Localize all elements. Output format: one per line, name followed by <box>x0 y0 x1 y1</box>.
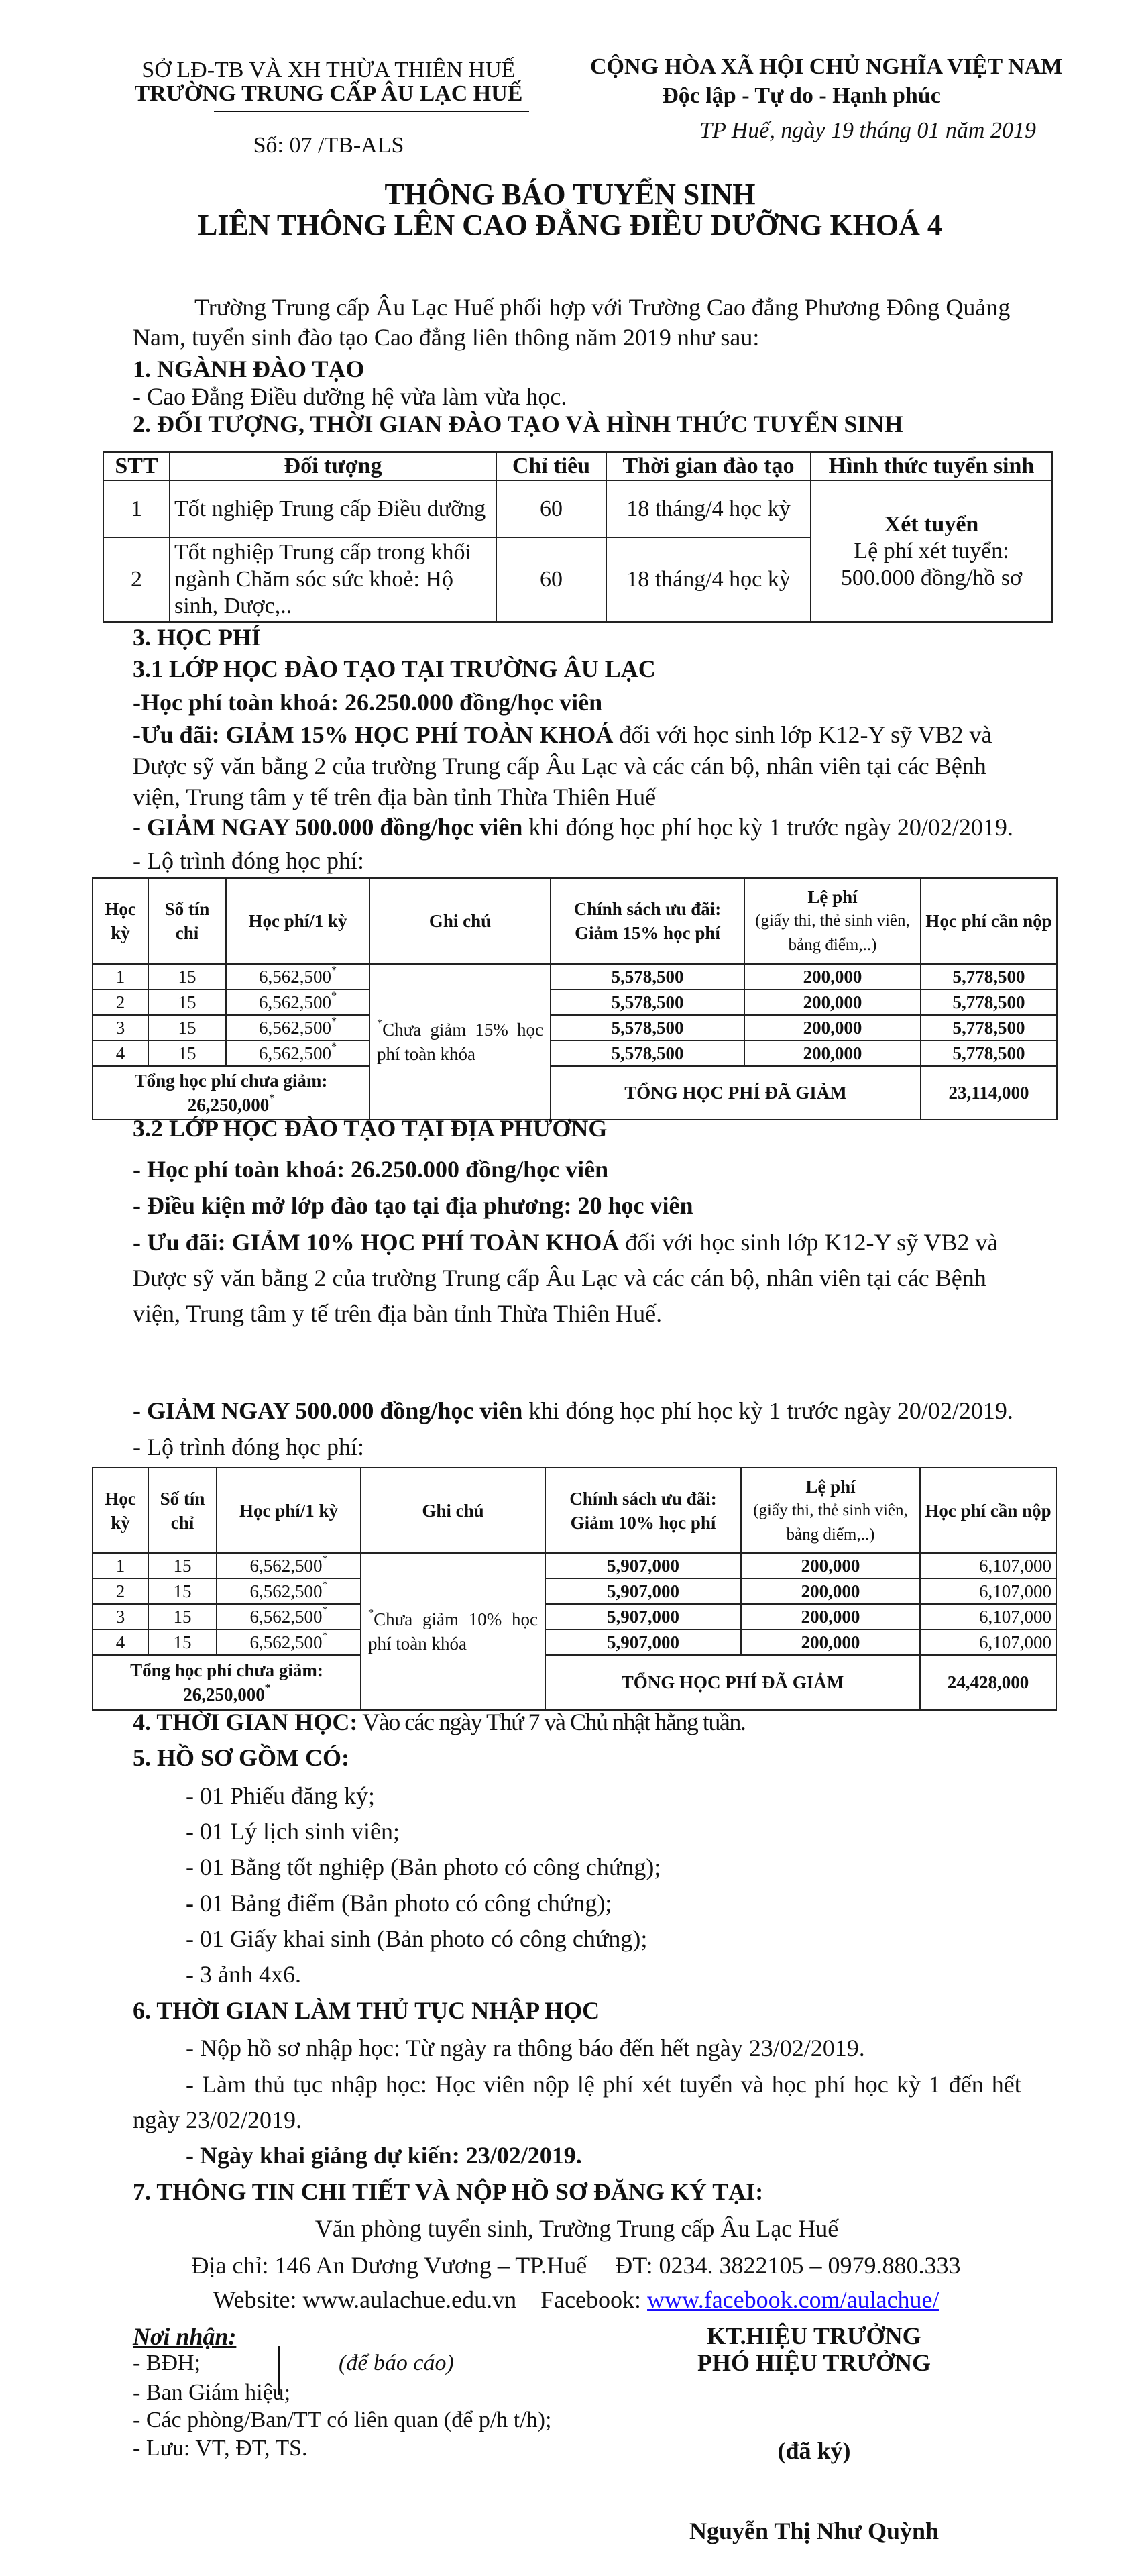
header-credits: Số tín chỉ <box>148 1468 217 1553</box>
signer-name: Nguyễn Thị Như Quỳnh <box>689 2518 939 2544</box>
school-name: TRƯỜNG TRUNG CẤP ÂU LẠC HUẾ <box>134 81 523 106</box>
cell-total-undiscounted <box>93 1655 361 1710</box>
cell-note <box>361 1553 545 1710</box>
cell-credits: 15 <box>148 1629 217 1655</box>
cell-payable: 5,778,500 <box>921 989 1057 1015</box>
cell-quota: 60 <box>496 537 606 622</box>
facebook-label: Facebook: <box>540 2286 648 2313</box>
tuition-table-local <box>92 1467 1057 1711</box>
section-3-1-tuition: -Học phí toàn khoá: 26.250.000 đồng/học viên <box>133 689 603 716</box>
fees-detail: (giấy thi, thẻ sinh viên, bảng điểm,..) <box>753 1501 908 1544</box>
cell-credits: 15 <box>148 1604 217 1629</box>
cell-credits: 15 <box>148 1553 217 1578</box>
document-item: - 01 Phiếu đăng ký; <box>186 1782 375 1809</box>
section-3-2-tuition: - Học phí toàn khoá: 26.250.000 đồng/học viên <box>133 1156 609 1183</box>
document-title: THÔNG BÁO TUYỂN SINH <box>384 178 756 211</box>
cell-stt: 1 <box>103 480 170 537</box>
footnote-mark: * <box>368 1607 374 1619</box>
header-discount: Chính sách ưu đãi: Giảm 15% học phí <box>551 878 744 964</box>
website: Website: www.aulachue.edu.vn <box>213 2286 517 2313</box>
header-note: Ghi chú <box>369 878 551 964</box>
section-4-heading: 4. THỜI GIAN HỌC: <box>133 1709 358 1735</box>
table-header-row <box>103 452 1052 480</box>
cell-credits: 15 <box>148 1578 217 1604</box>
footnote-mark: * <box>331 964 337 976</box>
header-note: Ghi chú <box>361 1468 545 1553</box>
cell-duration: 18 tháng/4 học kỳ <box>606 480 811 537</box>
total-undiscounted-value: 26,250,000 <box>187 1095 270 1115</box>
cell-fee <box>217 1578 361 1604</box>
cell-fees: 200,000 <box>741 1604 920 1629</box>
section-3-2-offer-line-2: Dược sỹ văn bằng 2 của trường Trung cấp Âu Lạc và các cán bộ, nhân viên tại các Bệnh <box>133 1265 986 1291</box>
table-row <box>93 989 1057 1015</box>
cell-target: Tốt nghiệp Trung cấp Điều dưỡng <box>170 480 496 537</box>
intro-line-2: Nam, tuyển sinh đào tạo Cao đẳng liên thông năm 2019 như sau: <box>133 324 760 351</box>
enrollment-procedure: - Làm thủ tục nhập học: Học viên nộp lệ phí xét tuyển và học phí học kỳ 1 đến hết <box>186 2071 1021 2098</box>
cell-payable: 6,107,000 <box>920 1604 1056 1629</box>
offer-highlight: -Ưu đãi: GIẢM 15% HỌC PHÍ TOÀN KHOÁ <box>133 721 614 748</box>
table-row <box>103 480 1052 537</box>
cell-payable: 6,107,000 <box>920 1629 1056 1655</box>
cell-semester: 4 <box>93 1629 148 1655</box>
cell-fee <box>226 964 369 989</box>
cell-credits: 15 <box>148 964 226 989</box>
section-7-heading: 7. THÔNG TIN CHI TIẾT VÀ NỘP HỒ SƠ ĐĂNG KÝ TẠI: <box>133 2178 764 2205</box>
recipient-item: - BĐH; <box>133 2351 201 2375</box>
cell-total-undiscounted <box>93 1066 369 1120</box>
recipient-item: - Ban Giám hiệu; <box>133 2380 291 2405</box>
fees-detail: (giấy thi, thẻ sinh viên, bảng điểm,..) <box>755 912 910 954</box>
fee-value: 6,562,500 <box>249 1632 323 1652</box>
cell-fee <box>217 1604 361 1629</box>
tuition-table-school <box>92 877 1058 1120</box>
national-motto: Độc lập - Tự do - Hạnh phúc <box>662 83 941 108</box>
footnote-mark: * <box>322 1629 328 1642</box>
header-fees <box>744 878 921 964</box>
footnote-mark: * <box>377 1017 383 1029</box>
cell-payable: 6,107,000 <box>920 1578 1056 1604</box>
footnote-mark: * <box>322 1578 328 1591</box>
admission-fee-label: Lệ phí xét tuyển: <box>854 538 1009 564</box>
table-total-row <box>93 1655 1056 1710</box>
submission-period: - Nộp hồ sơ nhập học: Từ ngày ra thông báo đến hết ngày 23/02/2019. <box>186 2035 865 2061</box>
place-date: TP Huế, ngày 19 tháng 01 năm 2019 <box>699 118 1036 143</box>
header-payable: Học phí cần nộp <box>921 878 1057 964</box>
cell-fees: 200,000 <box>744 1015 921 1040</box>
fee-value: 6,562,500 <box>249 1581 323 1601</box>
note-text: Chưa giảm 10% học phí toàn khóa <box>368 1609 538 1654</box>
signature-position: PHÓ HIỆU TRƯỞNG <box>697 2349 931 2376</box>
header-fees <box>741 1468 920 1553</box>
cell-discounted: 5,907,000 <box>545 1553 741 1578</box>
cell-fees: 200,000 <box>744 989 921 1015</box>
cell-fees: 200,000 <box>744 1040 921 1066</box>
cell-total-discounted-label: TỔNG HỌC PHÍ ĐÃ GIẢM <box>545 1655 920 1710</box>
cell-credits: 15 <box>148 1040 226 1066</box>
agency-name: SỞ LĐ-TB VÀ XH THỪA THIÊN HUẾ <box>141 58 516 83</box>
cell-fee <box>226 989 369 1015</box>
cell-fees: 200,000 <box>741 1578 920 1604</box>
section-3-2-offer <box>133 1229 998 1256</box>
footnote-mark: * <box>264 1682 270 1694</box>
section-3-1-heading: 3.1 LỚP HỌC ĐÀO TẠO TẠI TRƯỜNG ÂU LẠC <box>133 655 656 682</box>
fee-value: 6,562,500 <box>249 1607 323 1627</box>
document-item: - 3 ảnh 4x6. <box>186 1961 301 1988</box>
signature-title: KT.HIỆU TRƯỞNG <box>707 2322 921 2349</box>
table-header-row <box>93 878 1057 964</box>
discount-highlight: - GIẢM NGAY 500.000 đồng/học viên <box>133 1397 523 1424</box>
recipient-item: - Lưu: VT, ĐT, TS. <box>133 2436 308 2461</box>
header-fee-per-term: Học phí/1 kỳ <box>217 1468 361 1553</box>
cell-fee <box>217 1553 361 1578</box>
section-4-text: Vào các ngày Thứ 7 và Chủ nhật hằng tuần. <box>357 1709 746 1735</box>
table-total-row <box>93 1066 1057 1120</box>
section-3-2-heading: 3.2 LỚP HỌC ĐÀO TẠO TẠI ĐỊA PHƯƠNG <box>133 1115 608 1142</box>
report-note: (để báo cáo) <box>339 2351 454 2375</box>
cell-stt: 2 <box>103 537 170 622</box>
section-3-1-offer-line-3: viện, Trung tâm y tế trên địa bàn tỉnh Thừa Thiên Huế <box>133 784 657 810</box>
section-3-1-offer-line-2: Dược sỹ văn bằng 2 của trường Trung cấp Âu Lạc và các cán bộ, nhân viên tại các Bệnh <box>133 753 986 780</box>
admission-table <box>103 451 1053 623</box>
footnote-mark: * <box>322 1604 328 1616</box>
cell-credits: 15 <box>148 989 226 1015</box>
document-number: Số: 07 /TB-ALS <box>253 133 404 158</box>
recipient-item: - Các phòng/Ban/TT có liên quan (để p/h t/h); <box>133 2408 552 2432</box>
admissions-office: Văn phòng tuyển sinh, Trường Trung cấp Âu Lạc Huế <box>315 2215 839 2242</box>
cell-discounted: 5,578,500 <box>551 1015 744 1040</box>
discount-text: khi đóng học phí học kỳ 1 trước ngày 20/02/2019. <box>522 1397 1013 1424</box>
header-credits: Số tín chỉ <box>148 878 226 964</box>
cell-discounted: 5,907,000 <box>545 1629 741 1655</box>
section-2-heading: 2. ĐỐI TƯỢNG, THỜI GIAN ĐÀO TẠO VÀ HÌNH THỨC TUYỂN SINH <box>133 411 903 437</box>
section-4 <box>133 1709 745 1735</box>
total-undiscounted-value: 26,250,000 <box>183 1684 265 1705</box>
cell-fee <box>217 1629 361 1655</box>
admission-method: Xét tuyển <box>884 511 979 537</box>
cell-fee <box>226 1015 369 1040</box>
table-row <box>93 1553 1056 1578</box>
document-subtitle: LIÊN THÔNG LÊN CAO ĐẲNG ĐIỀU DƯỠNG KHOÁ 4 <box>198 209 942 241</box>
section-3-2-discount <box>133 1397 1013 1424</box>
document-item: - 01 Bảng điểm (Bản photo có công chứng); <box>186 1890 612 1917</box>
header-payable: Học phí cần nộp <box>920 1468 1056 1553</box>
footnote-mark: * <box>322 1553 328 1565</box>
fees-title: Lệ phí <box>805 1476 856 1497</box>
facebook-link[interactable]: www.facebook.com/aulachue/ <box>647 2286 939 2313</box>
section-3-2-offer-line-3: viện, Trung tâm y tế trên địa bàn tỉnh Thừa Thiên Huế. <box>133 1300 663 1327</box>
table-row <box>93 1578 1056 1604</box>
total-undiscounted-label: Tổng học phí chưa giảm: <box>134 1071 328 1091</box>
table-row <box>93 964 1057 989</box>
phone: ĐT: 0234. 3822105 – 0979.880.333 <box>615 2252 961 2279</box>
fee-value: 6,562,500 <box>258 967 331 987</box>
enrollment-procedure-line-2: ngày 23/02/2019. <box>133 2106 302 2133</box>
intro-line-1: Trường Trung cấp Âu Lạc Huế phối hợp với Trường Cao đẳng Phương Đông Quảng <box>194 294 1011 321</box>
cell-semester: 3 <box>93 1015 148 1040</box>
cell-semester: 2 <box>93 989 148 1015</box>
header-discount: Chính sách ưu đãi: Giảm 10% học phí <box>545 1468 741 1553</box>
offer-text: đối với học sinh lớp K12-Y sỹ VB2 và <box>613 721 992 748</box>
section-1-item: - Cao Đẳng Điều dưỡng hệ vừa làm vừa học. <box>133 383 567 410</box>
cell-fees: 200,000 <box>741 1553 920 1578</box>
document-item: - 01 Giấy khai sinh (Bản photo có công chứng); <box>186 1925 648 1952</box>
cell-semester: 1 <box>93 964 148 989</box>
cell-payable: 5,778,500 <box>921 964 1057 989</box>
admission-fee-value: 500.000 đồng/hồ sơ <box>840 565 1023 590</box>
section-3-2-condition: - Điều kiện mở lớp đào tạo tại địa phương: 20 học viên <box>133 1192 693 1219</box>
fee-value: 6,562,500 <box>249 1556 323 1576</box>
cell-admission-method <box>811 480 1052 622</box>
cell-semester: 2 <box>93 1578 148 1604</box>
table-row <box>93 1015 1057 1040</box>
table-row <box>93 1040 1057 1066</box>
header-quota: Chỉ tiêu <box>496 452 606 480</box>
section-1-heading: 1. NGÀNH ĐÀO TẠO <box>133 356 365 382</box>
total-undiscounted-label: Tổng học phí chưa giảm: <box>130 1660 323 1680</box>
cell-total-discounted-label: TỔNG HỌC PHÍ ĐÃ GIẢM <box>551 1066 921 1120</box>
cell-fees: 200,000 <box>744 964 921 989</box>
web-line <box>0 2286 1140 2313</box>
cell-discounted: 5,578,500 <box>551 1040 744 1066</box>
document-item: - 01 Bằng tốt nghiệp (Bản photo có công chứng); <box>186 1854 661 1880</box>
cell-discounted: 5,907,000 <box>545 1604 741 1629</box>
header-fee-per-term: Học phí/1 kỳ <box>226 878 369 964</box>
document-item: - 01 Lý lịch sinh viên; <box>186 1818 400 1845</box>
country-name: CỘNG HÒA XÃ HỘI CHỦ NGHĨA VIỆT NAM <box>590 54 1063 79</box>
header-duration: Thời gian đào tạo <box>606 452 811 480</box>
fees-title: Lệ phí <box>807 887 858 907</box>
cell-quota: 60 <box>496 480 606 537</box>
discount-highlight: - GIẢM NGAY 500.000 đồng/học viên <box>133 814 523 841</box>
header-semester: Học kỳ <box>93 878 148 964</box>
cell-duration: 18 tháng/4 học kỳ <box>606 537 811 622</box>
header-method: Hình thức tuyển sinh <box>811 452 1052 480</box>
section-3-1-schedule-label: - Lộ trình đóng học phí: <box>133 847 364 874</box>
section-6-heading: 6. THỜI GIAN LÀM THỦ TỤC NHẬP HỌC <box>133 1997 600 2024</box>
cell-semester: 4 <box>93 1040 148 1066</box>
cell-semester: 3 <box>93 1604 148 1629</box>
fee-value: 6,562,500 <box>258 992 331 1012</box>
section-3-1-discount <box>133 814 1013 841</box>
footnote-mark: * <box>331 1040 337 1053</box>
section-3-heading: 3. HỌC PHÍ <box>133 624 262 651</box>
cell-discounted: 5,578,500 <box>551 989 744 1015</box>
cell-payable: 5,778,500 <box>921 1015 1057 1040</box>
cell-payable: 6,107,000 <box>920 1553 1056 1578</box>
header-stt: STT <box>103 452 170 480</box>
table-row <box>93 1629 1056 1655</box>
footnote-mark: * <box>331 1015 337 1027</box>
cell-total-discounted-value: 23,114,000 <box>921 1066 1057 1120</box>
opening-date: - Ngày khai giảng dự kiến: 23/02/2019. <box>186 2142 582 2169</box>
contact-line <box>0 2252 1140 2279</box>
cell-total-discounted-value: 24,428,000 <box>920 1655 1056 1710</box>
cell-note <box>369 964 551 1120</box>
cell-target: Tốt nghiệp Trung cấp trong khối ngành Chăm sóc sức khoẻ: Hộ sinh, Dược,.. <box>170 537 496 622</box>
cell-payable: 5,778,500 <box>921 1040 1057 1066</box>
offer-highlight: - Ưu đãi: GIẢM 10% HỌC PHÍ TOÀN KHOÁ <box>133 1229 620 1256</box>
header-target: Đối tượng <box>170 452 496 480</box>
header-semester: Học kỳ <box>93 1468 148 1553</box>
address: Địa chỉ: 146 An Dương Vương – TP.Huế <box>191 2252 587 2279</box>
note-text: Chưa giảm 15% học phí toàn khóa <box>377 1020 543 1064</box>
header-underline <box>214 111 529 112</box>
cell-discounted: 5,907,000 <box>545 1578 741 1604</box>
fee-value: 6,562,500 <box>258 1018 331 1038</box>
cell-fee <box>226 1040 369 1066</box>
footnote-mark: * <box>331 989 337 1002</box>
offer-text: đối với học sinh lớp K12-Y sỹ VB2 và <box>619 1229 999 1256</box>
cell-credits: 15 <box>148 1015 226 1040</box>
cell-semester: 1 <box>93 1553 148 1578</box>
section-5-heading: 5. HỒ SƠ GỒM CÓ: <box>133 1744 349 1771</box>
table-header-row <box>93 1468 1056 1553</box>
footnote-mark: * <box>269 1092 275 1104</box>
section-3-1-offer <box>133 721 992 748</box>
cell-discounted: 5,578,500 <box>551 964 744 989</box>
recipients-heading: Nơi nhận: <box>133 2323 237 2350</box>
signed-mark: (đã ký) <box>777 2437 851 2464</box>
table-row <box>93 1604 1056 1629</box>
cell-fees: 200,000 <box>741 1629 920 1655</box>
discount-text: khi đóng học phí học kỳ 1 trước ngày 20/02/2019. <box>522 814 1013 841</box>
section-3-2-schedule-label: - Lộ trình đóng học phí: <box>133 1434 364 1460</box>
fee-value: 6,562,500 <box>258 1043 331 1063</box>
